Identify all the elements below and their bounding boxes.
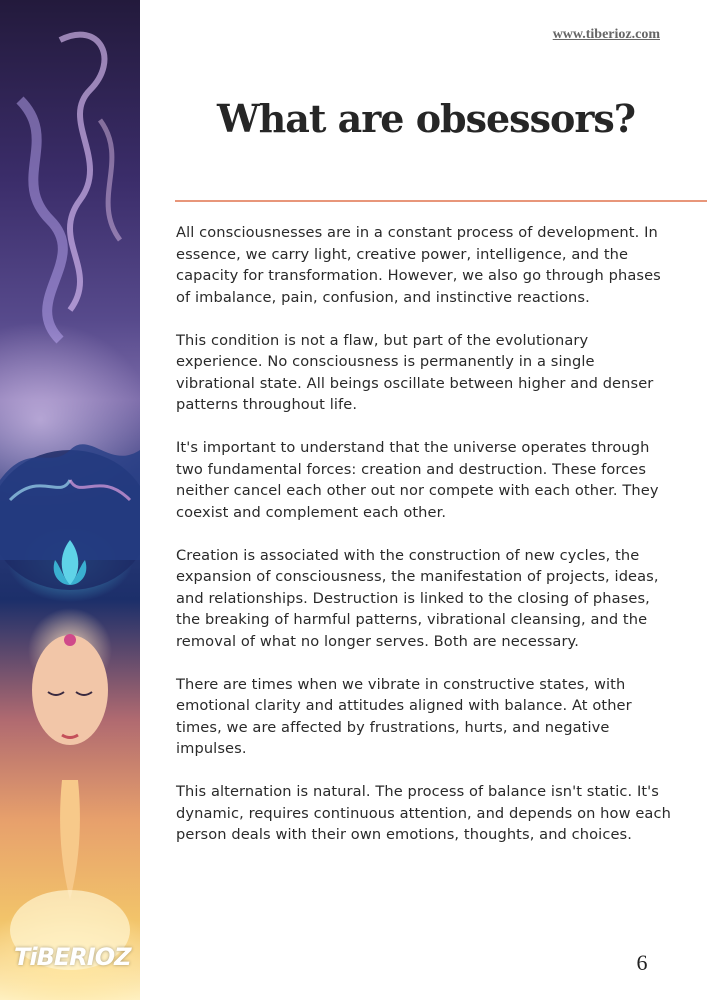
- page-title: What are obsessors?: [216, 96, 635, 141]
- page-number: 6: [636, 950, 648, 975]
- side-illustration: [0, 0, 140, 1000]
- site-url-link[interactable]: www.tiberioz.com: [552, 27, 660, 42]
- meditating-woman-illustration: [0, 0, 140, 1000]
- body-text: [176, 222, 676, 867]
- paragraph: This alternation is natural. The process of balance isn't static. It's dynamic, requires continuous attention, and depends on how each person deals with their own emotions, thoughts, and choices.: [176, 783, 671, 843]
- title-divider: [175, 200, 707, 202]
- paragraph: Creation is associated with the construction of new cycles, the expansion of consciousness, the manifestation of projects, ideas, and relationships. Destruction is linked to the closing of phases, the breaking of harmful patterns, vibrational cleansing, and the removal of what no longer serves. Both are necessary.: [176, 546, 659, 650]
- paragraph: There are times when we vibrate in constructive states, with emotional clarity and attitudes aligned with balance. At other times, we are affected by frustrations, hurts, and negative impulses.: [176, 675, 632, 757]
- paragraph: This condition is not a flaw, but part of the evolutionary experience. No consciousness is permanently in a single vibrational state. All beings oscillate between higher and denser patterns throughout life.: [176, 331, 654, 413]
- paragraph: It's important to understand that the universe operates through two fundamental forces: creation and destruction. These forces neither cancel each other out nor compete with each other. They coexist and complement each other.: [176, 439, 659, 521]
- paragraph: All consciousnesses are in a constant process of development. In essence, we carry light, creative power, intelligence, and the capacity for transformation. However, we also go through phases of imbalance, pain, confusion, and instinctive reactions.: [176, 224, 661, 306]
- tiberioz-logo: TiBERIOZ: [14, 943, 131, 971]
